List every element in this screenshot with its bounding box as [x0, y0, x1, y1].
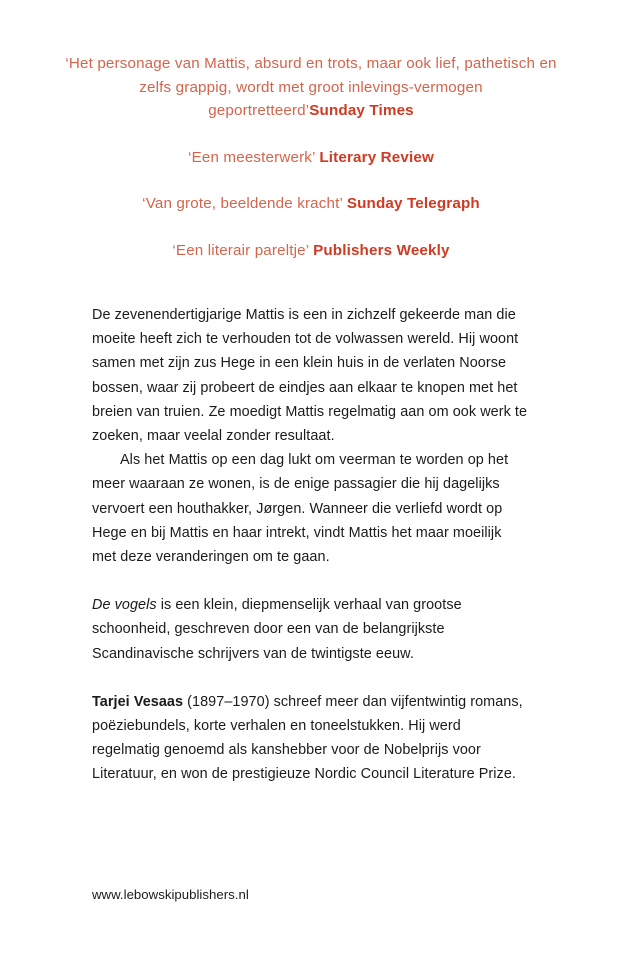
- author-name: Tarjei Vesaas: [92, 693, 184, 710]
- praise-quote-2: [61, 146, 561, 170]
- publisher-website-url[interactable]: www.lebowskipublishers.nl: [92, 887, 249, 902]
- synopsis-block: [92, 303, 528, 787]
- author-bio-rest: (1897–1970) schreef meer dan vijfentwintig romans, poëziebundels, korte verhalen en toneelstukken. Hij werd regelmatig genoemd als kanshebber voor de Nobelprijs voor Literatuur, en won de prestigieuze Nordic Council Literature Prize.: [92, 693, 523, 783]
- praise-quote-3-text: ‘Van grote, beeldende kracht’: [142, 195, 343, 212]
- praise-quote-1-text: ‘Het personage van Mattis, absurd en trots, maar ook lief, pathetisch en zelfs grappig, wordt met groot inlevings-vermogen geportretteerd’: [65, 55, 557, 119]
- praise-quote-3: [61, 192, 561, 216]
- praise-quote-3-source: Sunday Telegraph: [346, 195, 480, 212]
- praise-quote-2-source: Literary Review: [319, 148, 434, 166]
- author-bio-paragraph: [92, 690, 528, 787]
- book-title: De vogels: [92, 597, 157, 614]
- synopsis-paragraph-3-rest: is een klein, diepmenselijk verhaal van grootse schoonheid, geschreven door een van de belangrijkste Scandinavische schrijvers van de twintigste eeuw.: [92, 597, 462, 662]
- praise-quote-4: [61, 239, 561, 263]
- footer: [92, 886, 249, 904]
- praise-quote-4-text: ‘Een literair pareltje’: [172, 241, 309, 259]
- praise-quote-1: [61, 52, 561, 123]
- synopsis-paragraph-2: Als het Mattis op een dag lukt om veerman te worden op het meer waaraan ze wonen, is de enige passagier die hij dagelijks vervoert een houthakker, Jørgen. Wanneer die verliefd wordt op Hege en bij Mattis en haar intrekt, vindt Mattis het maar moeilijk met deze veranderingen om te gaan.: [92, 452, 509, 566]
- praise-quotes-block: [61, 52, 561, 262]
- synopsis-paragraph-3: [92, 593, 528, 666]
- praise-quote-1-source: Sunday Times: [309, 102, 414, 119]
- synopsis-paragraph-1: De zevenendertigjarige Mattis is een in zichzelf gekeerde man die moeite heeft zich te verhouden tot de volwassen wereld. Hij woont samen met zijn zus Hege in een klein huis in de verlaten Noorse bossen, waar zij probeert de eindjes aan elkaar te knopen met het breien van truien. Ze moedigt Mattis regelmatig aan om ook werk te zoeken, maar veelal zonder resultaat.: [92, 307, 528, 445]
- praise-quote-2-text: ‘Een meesterwerk’: [188, 148, 315, 166]
- praise-quote-4-source: Publishers Weekly: [313, 241, 450, 259]
